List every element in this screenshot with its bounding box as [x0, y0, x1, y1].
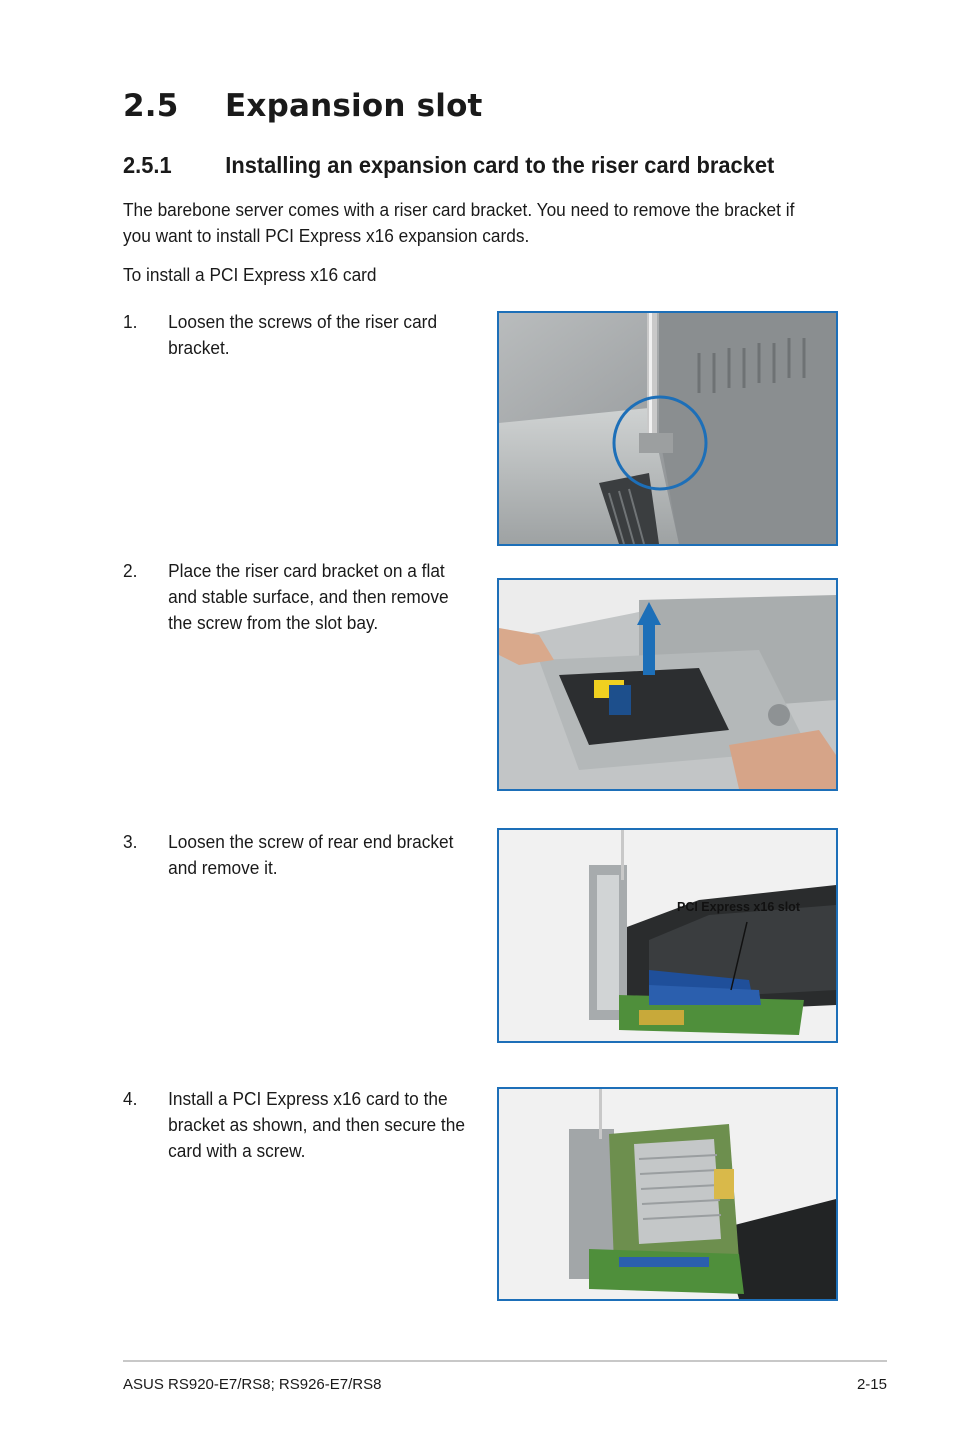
- photo-card-installed: [497, 1087, 838, 1301]
- step-text: Loosen the screws of the riser card bracket.: [168, 312, 438, 358]
- footer-divider: [123, 1360, 887, 1362]
- step-text: Loosen the screw of rear end bracket and remove it.: [168, 832, 454, 878]
- step-number: 3.: [123, 832, 138, 852]
- footer-page-number: 2-15: [856, 1376, 887, 1393]
- step-text: Install a PCI Express x16 card to the bracket as shown, and then secure the card with a screw.: [168, 1089, 465, 1161]
- photo-loosen-bracket-screws: [497, 311, 838, 546]
- lead-text: To install a PCI Express x16 card: [123, 265, 377, 285]
- photo-remove-slot-bay-screw: [497, 578, 838, 791]
- subsection-heading: [123, 152, 774, 179]
- subsection-title: Installing an expansion card to the riser card bracket: [225, 152, 775, 178]
- intro-paragraph: The barebone server comes with a riser card bracket. You need to remove the bracket if you want to install PCI Express x16 expansion cards.: [123, 200, 795, 246]
- section-title: Expansion slot: [225, 88, 483, 124]
- subsection-number: 2.5.1: [123, 152, 172, 178]
- pci-slot-callout: PCI Express x16 slot: [677, 900, 800, 914]
- footer-model: ASUS RS920-E7/RS8; RS926-E7/RS8: [123, 1376, 382, 1393]
- step-number: 4.: [123, 1089, 138, 1109]
- section-number: 2.5: [123, 88, 179, 124]
- step-text: Place the riser card bracket on a flat and stable surface, and then remove the screw from the slot bay.: [168, 561, 449, 633]
- section-heading: [123, 88, 483, 124]
- photo-riser-bracket: [497, 828, 838, 1043]
- step-number: 1.: [123, 312, 138, 332]
- step-number: 2.: [123, 561, 138, 581]
